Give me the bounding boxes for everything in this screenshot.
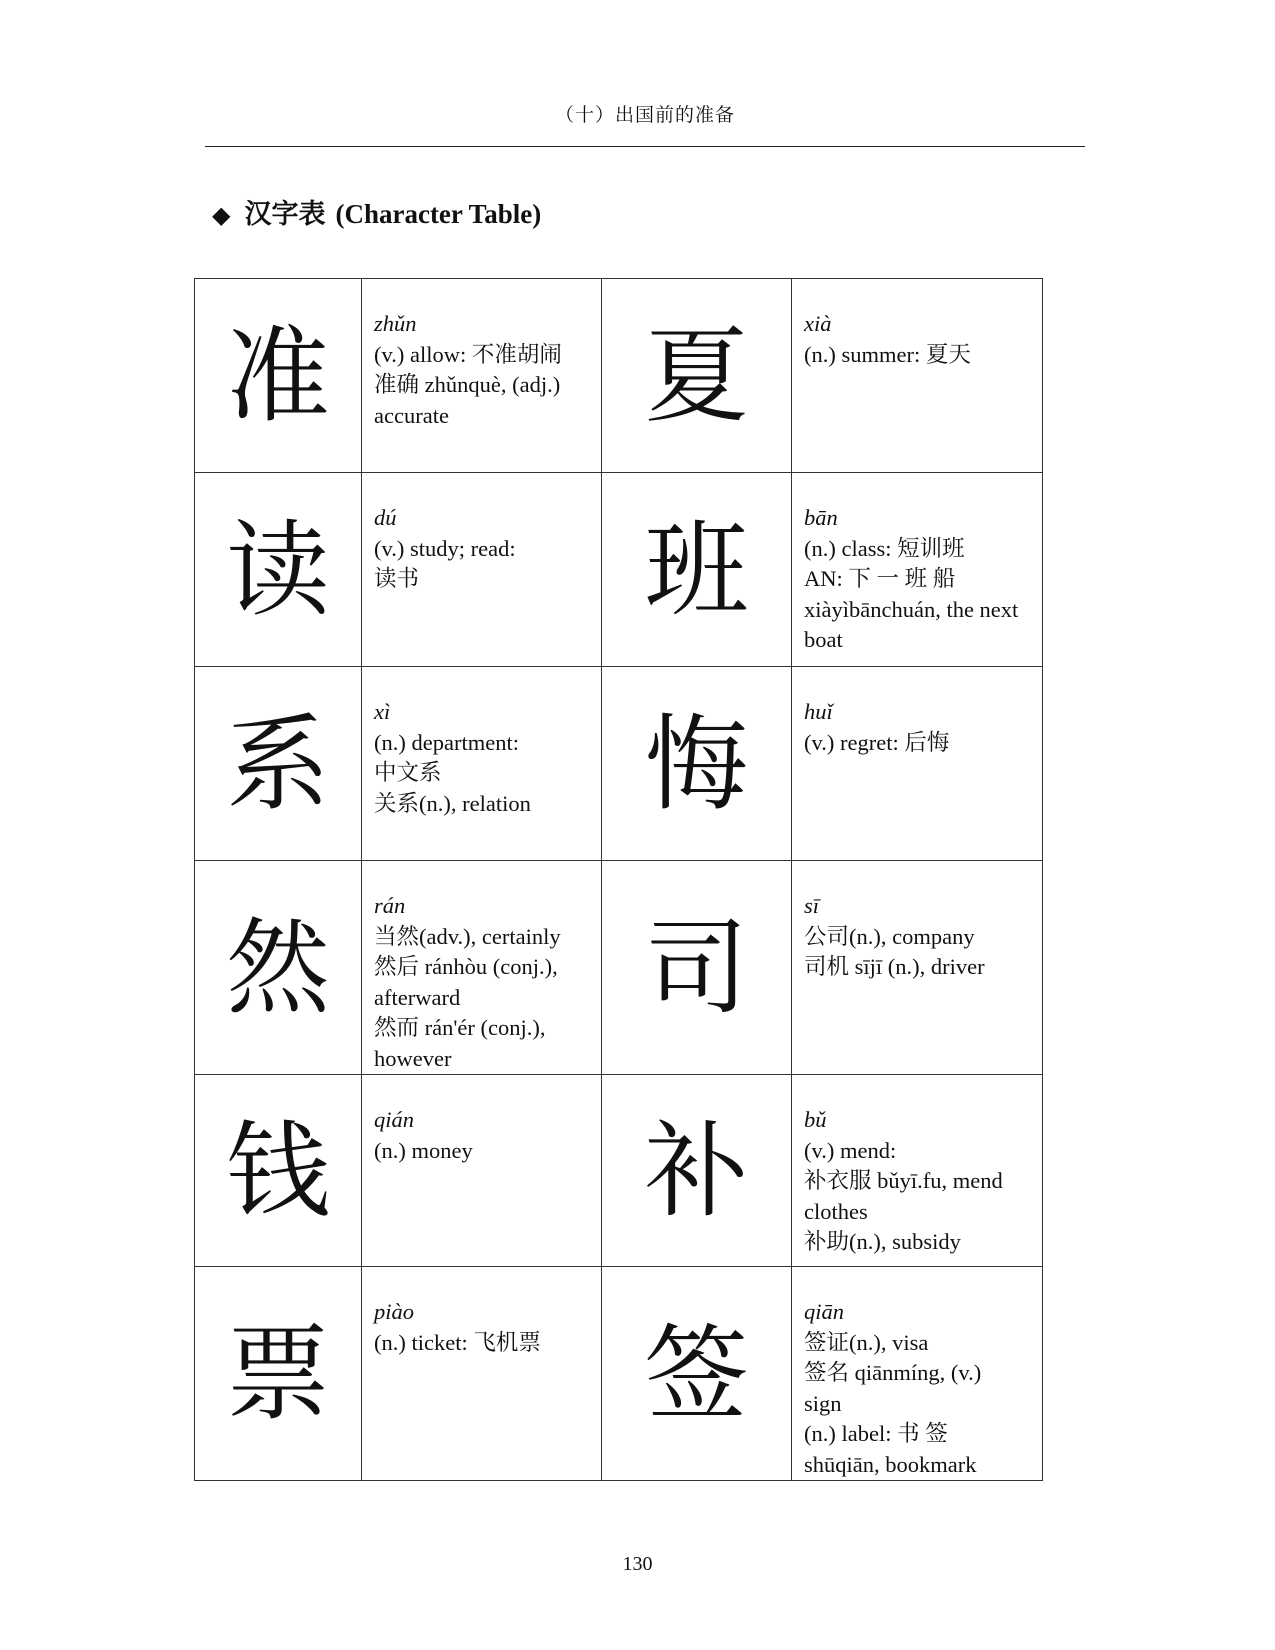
definition-line: 公司(n.), company (804, 923, 975, 949)
definition-line: sign (804, 1390, 842, 1416)
hanzi-character: 票 (225, 1312, 330, 1435)
definition-cell (792, 861, 1043, 1075)
definition-line: (v.) mend: (804, 1137, 897, 1163)
definition-line: clothes (804, 1198, 868, 1224)
definition-cell (362, 667, 602, 861)
pinyin: qiān (804, 1299, 845, 1324)
character-cell (195, 1075, 362, 1267)
definition-cell (362, 473, 602, 667)
hanzi-character: 读 (225, 508, 330, 631)
character-cell (195, 473, 362, 667)
definition-cell (792, 667, 1043, 861)
definition-line: (v.) study; read: (374, 535, 516, 561)
pinyin: piào (374, 1299, 415, 1324)
definition-line: (v.) regret: 后悔 (804, 729, 950, 755)
character-cell (602, 1075, 792, 1267)
pinyin: xià (804, 311, 832, 336)
definition-cell (792, 279, 1043, 473)
hanzi-character: 悔 (644, 702, 749, 825)
definition-line: 然后 ránhòu (conj.), (374, 954, 558, 979)
section-title-cn: 汉字表 (244, 199, 326, 230)
definition-cell (362, 279, 602, 473)
character-cell (602, 861, 792, 1075)
hanzi-character: 夏 (644, 314, 749, 437)
pinyin: dú (374, 505, 397, 530)
pinyin: bān (804, 505, 838, 530)
character-table (194, 278, 1043, 1481)
definition-line: 补衣服 bǔyī.fu, mend (804, 1168, 1003, 1193)
definition-line: 补助(n.), subsidy (804, 1229, 961, 1254)
character-cell (195, 667, 362, 861)
page-number: 130 (622, 1553, 653, 1575)
hanzi-character: 准 (225, 314, 330, 437)
character-cell (602, 1267, 792, 1481)
table-row (195, 667, 1043, 861)
pinyin: bǔ (804, 1107, 827, 1132)
header-rule (205, 146, 1085, 147)
character-cell (602, 473, 792, 667)
table-row (195, 861, 1043, 1075)
definition-cell (362, 1075, 602, 1267)
hanzi-character: 补 (644, 1109, 749, 1232)
pinyin: qián (374, 1107, 415, 1132)
definition-line: 司机 sījī (n.), driver (804, 954, 985, 979)
running-header: （十）出国前的准备 (554, 104, 735, 126)
definition-cell (362, 1267, 602, 1481)
definition-line: xiàyìbānchuán, the next (804, 596, 1019, 622)
definition-line: afterward (374, 984, 461, 1010)
table-row (195, 1075, 1043, 1267)
hanzi-character: 然 (225, 906, 330, 1029)
definition-line: (n.) money (374, 1137, 473, 1163)
definition-cell (792, 473, 1043, 667)
definition-line: 准确 zhǔnquè, (adj.) (374, 372, 561, 397)
table-row (195, 1267, 1043, 1481)
definition-line: 当然(adv.), certainly (374, 923, 561, 949)
definition-line: AN: 下 一 班 船 (804, 566, 956, 591)
definition-line: (n.) department: (374, 729, 519, 755)
hanzi-character: 班 (644, 508, 749, 631)
definition-line: 关系(n.), relation (374, 790, 531, 816)
definition-line: (v.) allow: 不准胡闹 (374, 341, 562, 367)
character-cell (195, 1267, 362, 1481)
table-row (195, 279, 1043, 473)
definition-cell (362, 861, 602, 1075)
definition-line: boat (804, 627, 843, 652)
definition-line: shūqiān, bookmark (804, 1451, 977, 1477)
definition-line: 签证(n.), visa (804, 1329, 929, 1355)
character-cell (602, 279, 792, 473)
definition-line: however (374, 1045, 452, 1071)
definition-cell (792, 1075, 1043, 1267)
pinyin: xì (374, 699, 391, 724)
hanzi-character: 钱 (225, 1109, 330, 1232)
definition-line: 读书 (374, 566, 420, 591)
section-title-en: (Character Table) (335, 199, 542, 229)
diamond-bullet-icon: ◆ (212, 203, 231, 229)
definition-line: 中文系 (374, 760, 442, 785)
definition-line: (n.) ticket: 飞机票 (374, 1329, 541, 1355)
definition-line: (n.) summer: 夏天 (804, 341, 971, 367)
definition-line: 签名 qiānmíng, (v.) (804, 1360, 982, 1385)
character-cell (602, 667, 792, 861)
section-title (212, 192, 541, 231)
table-row (195, 473, 1043, 667)
hanzi-character: 签 (644, 1312, 749, 1435)
hanzi-character: 司 (644, 906, 749, 1029)
pinyin: huǐ (804, 699, 833, 724)
definition-line: accurate (374, 402, 449, 428)
pinyin: zhǔn (374, 311, 417, 336)
character-cell (195, 279, 362, 473)
definition-line: (n.) class: 短训班 (804, 535, 965, 561)
definition-cell (792, 1267, 1043, 1481)
hanzi-character: 系 (225, 702, 330, 825)
character-cell (195, 861, 362, 1075)
pinyin: rán (374, 893, 406, 918)
definition-line: 然而 rán'ér (conj.), (374, 1015, 546, 1040)
definition-line: (n.) label: 书 签 (804, 1421, 948, 1446)
pinyin: sī (804, 893, 820, 918)
